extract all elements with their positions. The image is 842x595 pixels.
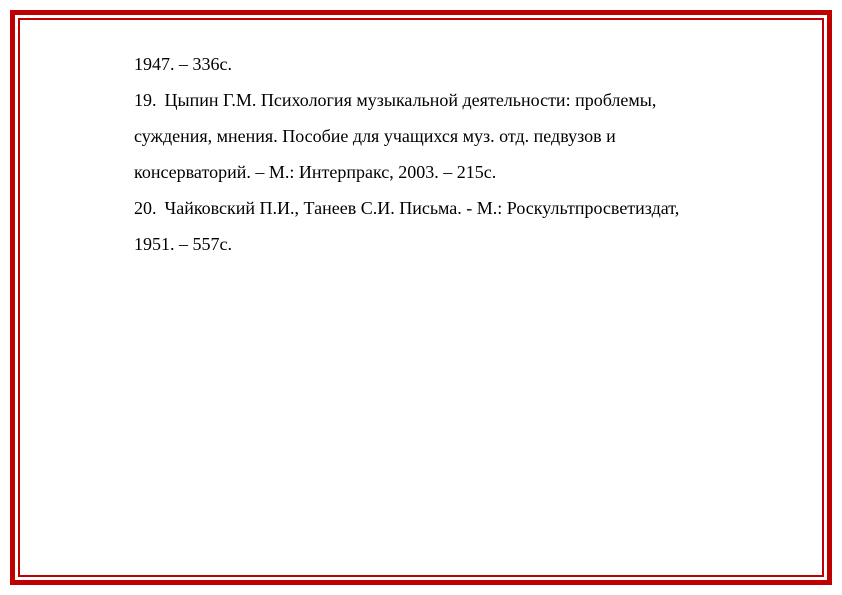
entry-number: 19. xyxy=(134,90,157,110)
line-text: суждения, мнения. Пособие для учащихся муз. отд. педвузов и xyxy=(134,126,616,146)
line-text: 1947. – 336с. xyxy=(134,54,232,74)
bibliography-line xyxy=(134,118,774,154)
line-text: Чайковский П.И., Танеев С.И. Письма. - М.: Роскультпросветиздат, xyxy=(164,198,680,218)
line-text: 1951. – 557с. xyxy=(134,234,232,254)
bibliography-line xyxy=(134,190,774,226)
bibliography-list xyxy=(134,46,774,262)
bibliography-line xyxy=(134,82,774,118)
bibliography-line xyxy=(134,226,774,262)
line-text: консерваторий. – М.: Интерпракс, 2003. – 215с. xyxy=(134,162,497,182)
bibliography-line xyxy=(134,46,774,82)
bibliography-line xyxy=(134,154,774,190)
entry-number: 20. xyxy=(134,198,157,218)
line-text: Цыпин Г.М. Психология музыкальной деятельности: проблемы, xyxy=(164,90,657,110)
